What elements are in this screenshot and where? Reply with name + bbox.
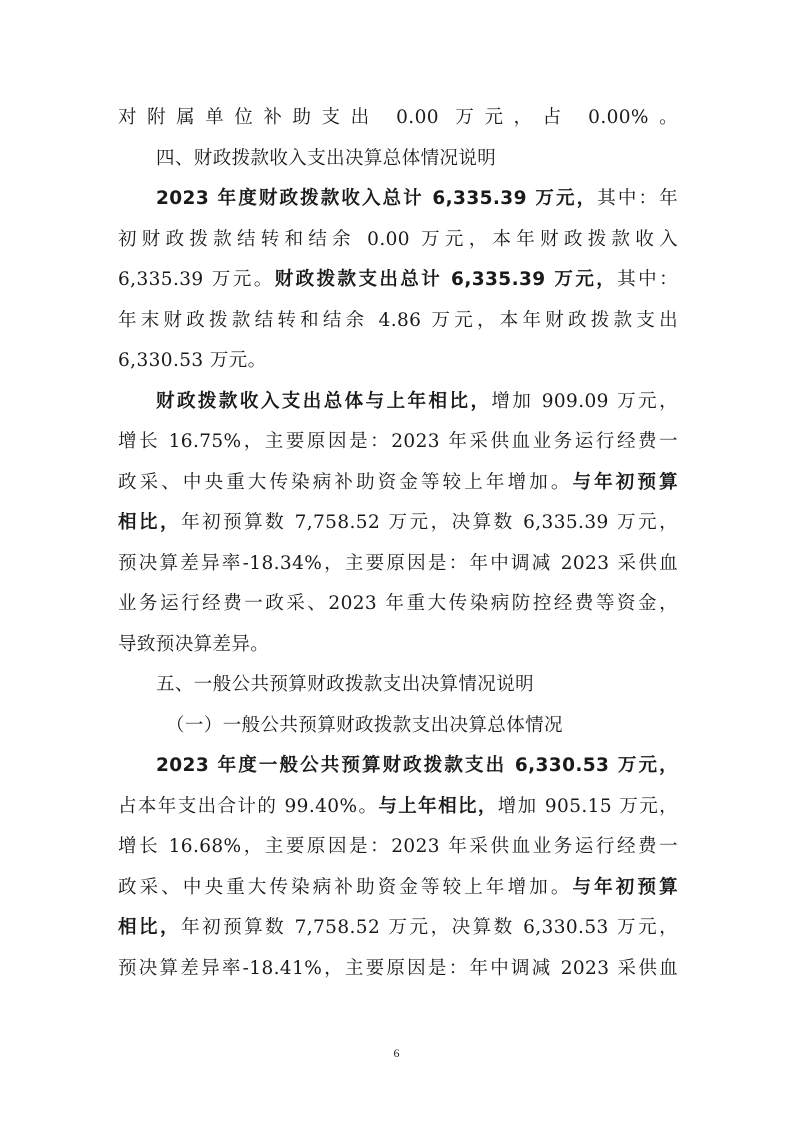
- text-line: 预决算差异率-18.34%，主要原因是：年中调减 2023 采供血: [118, 552, 678, 574]
- text-line: 6,335.39 万元。财政拨款支出总计 6,335.39 万元，其中：: [118, 269, 678, 290]
- text-line: 预决算差异率-18.41%，主要原因是：年中调减 2023 采供血: [118, 957, 678, 979]
- text-line: 初财政拨款结转和结余 0.00 万元，本年财政拨款收入: [118, 228, 678, 250]
- text-line: 相比，年初预算数 7,758.52 万元，决算数 6,330.53 万元，: [118, 917, 678, 938]
- text-line: 增长 16.68%，主要原因是：2023 年采供血业务运行经费一: [118, 836, 678, 857]
- text-line: 财政拨款收入支出总体与上年相比，增加 909.09 万元，: [156, 390, 678, 412]
- text-line: 6,330.53 万元。: [118, 350, 267, 371]
- page-number: 6: [393, 1046, 400, 1060]
- text-line: 政采、中央重大传染病补助资金等较上年增加。与年初预算: [118, 471, 678, 493]
- text-line: 年末财政拨款结转和结余 4.86 万元，本年财政拨款支出: [118, 309, 678, 331]
- text-line: 导致预决算差异。: [118, 633, 270, 655]
- text-line: 相比，年初预算数 7,758.52 万元，决算数 6,335.39 万元，: [118, 512, 678, 533]
- text-line: 增长 16.75%，主要原因是：2023 年采供血业务运行经费一: [118, 431, 678, 452]
- text-line: 2023 年度财政拨款收入总计 6,335.39 万元，其中：年: [156, 188, 678, 209]
- section-heading-4: 四、财政拨款收入支出决算总体情况说明: [156, 147, 497, 169]
- text-line: 政采、中央重大传染病补助资金等较上年增加。与年初预算: [118, 876, 678, 898]
- text-line: 2023 年度一般公共预算财政拨款支出 6,330.53 万元，: [156, 755, 678, 776]
- text-line: 对附属单位补助支出 0.00 万元，占 0.00%。: [118, 107, 678, 128]
- section-heading-5: 五、一般公共预算财政拨款支出决算情况说明: [156, 674, 535, 695]
- text-line: 占本年支出合计的 99.40%。与上年相比，增加 905.15 万元，: [118, 795, 678, 817]
- text-line: 业务运行经费一政采、2023 年重大传染病防控经费等资金，: [118, 593, 678, 614]
- subsection-heading-1: （一）一般公共预算财政拨款支出决算总体情况: [166, 714, 563, 736]
- document-body: [118, 98, 678, 989]
